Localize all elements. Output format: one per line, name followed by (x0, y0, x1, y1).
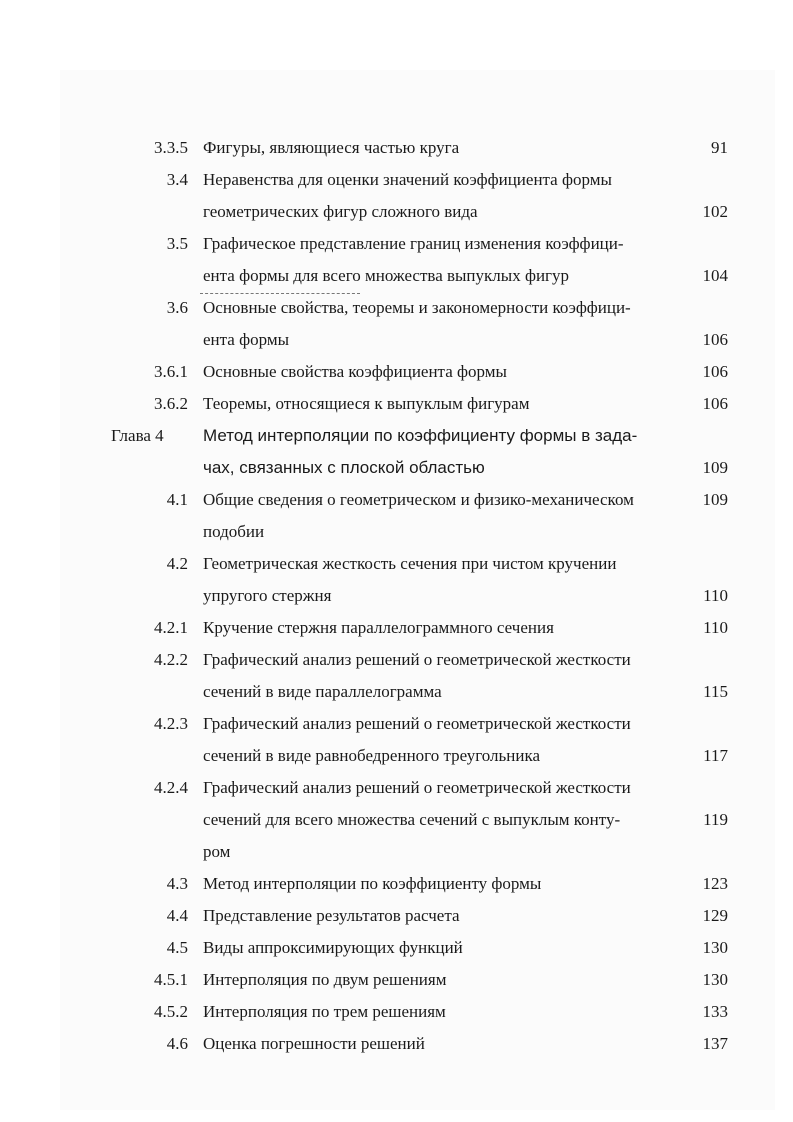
section-number: 4.3 (166, 874, 188, 893)
page-number: 106 (702, 362, 728, 381)
page-number: 109 (702, 490, 728, 509)
section-title-line: сечений в виде параллелограмма (203, 682, 442, 701)
page-number: 115 (703, 682, 728, 701)
section-title-line: геометрических фигур сложного вида (203, 202, 478, 221)
section-title-line: ента формы для всего множества выпуклых фигур (203, 266, 570, 285)
section-title-line: Фигуры, являющиеся частью круга (203, 138, 460, 157)
section-title-line: чах, связанных с плоской областью (203, 458, 485, 477)
section-number: 4.6 (166, 1034, 188, 1053)
section-number: 4.5.2 (154, 1002, 188, 1021)
chapter-number: Глава 4 (111, 426, 164, 445)
section-number: 4.5 (166, 938, 188, 957)
page-number: 117 (703, 746, 728, 765)
section-title-line: Представление результатов расчета (203, 906, 460, 925)
section-number: 3.6 (166, 298, 188, 317)
section-title-line: Интерполяция по трем решениям (203, 1002, 446, 1021)
page-number: 110 (703, 618, 728, 637)
section-number: 3.4 (166, 170, 188, 189)
page-number: 130 (702, 970, 728, 989)
section-title-line: Интерполяция по двум решениям (203, 970, 447, 989)
section-number: 4.5.1 (154, 970, 188, 989)
page-number: 91 (711, 138, 728, 157)
section-title-line: сечений для всего множества сечений с выпуклым конту- (203, 810, 621, 829)
section-title-line: сечений в виде равнобедренного треугольника (203, 746, 541, 765)
page-number: 129 (702, 906, 728, 925)
section-title-line: Геометрическая жесткость сечения при чистом кручении (203, 554, 617, 573)
page-number: 110 (703, 586, 728, 605)
section-title-line: Графический анализ решений о геометрической жесткости (203, 714, 631, 733)
section-number: 4.2 (166, 554, 188, 573)
page-number: 106 (702, 394, 728, 413)
section-title-line: Неравенства для оценки значений коэффициента формы (203, 170, 612, 189)
section-title-line: ента формы (203, 330, 290, 349)
section-title-line: Кручение стержня параллелограммного сечения (203, 618, 554, 637)
section-number: 4.2.2 (154, 650, 188, 669)
section-title-line: подобии (203, 522, 265, 541)
page-number: 130 (702, 938, 728, 957)
section-title-line: Оценка погрешности решений (203, 1034, 425, 1053)
section-title-line: Графический анализ решений о геометрической жесткости (203, 778, 631, 797)
section-number: 3.5 (166, 234, 188, 253)
section-title-line: Метод интерполяции по коэффициенту формы (203, 874, 542, 893)
section-number: 3.3.5 (154, 138, 188, 157)
page-number: 137 (702, 1034, 728, 1053)
section-title-line: Графическое представление границ изменения коэффици- (203, 234, 624, 253)
section-title-line: Теоремы, относящиеся к выпуклым фигурам (203, 394, 530, 413)
section-number: 4.2.3 (154, 714, 188, 733)
section-number: 4.4 (166, 906, 188, 925)
section-title-line: ром (203, 842, 231, 861)
section-title-line: упругого стержня (203, 586, 332, 605)
section-number: 3.6.1 (154, 362, 188, 381)
section-number: 4.2.4 (154, 778, 188, 797)
section-title-line: Общие сведения о геометрическом и физико-механическом (203, 490, 634, 509)
page-number: 123 (702, 874, 728, 893)
section-title-line: Графический анализ решений о геометрической жесткости (203, 650, 631, 669)
section-title-line: Виды аппроксимирующих функций (203, 938, 463, 957)
scan-artifact-line (200, 293, 360, 294)
section-title-line: Основные свойства коэффициента формы (203, 362, 507, 381)
section-number: 3.6.2 (154, 394, 188, 413)
page-number: 104 (702, 266, 728, 285)
page-number: 119 (703, 810, 728, 829)
section-title-line: Основные свойства, теоремы и закономерности коэффици- (203, 298, 631, 317)
page-number: 109 (702, 458, 728, 477)
page-number: 106 (702, 330, 728, 349)
page-number: 133 (702, 1002, 728, 1021)
section-number: 4.1 (166, 490, 188, 509)
section-title-line: Метод интерполяции по коэффициенту формы в зада- (203, 426, 638, 445)
page-number: 102 (702, 202, 728, 221)
section-number: 4.2.1 (154, 618, 188, 637)
